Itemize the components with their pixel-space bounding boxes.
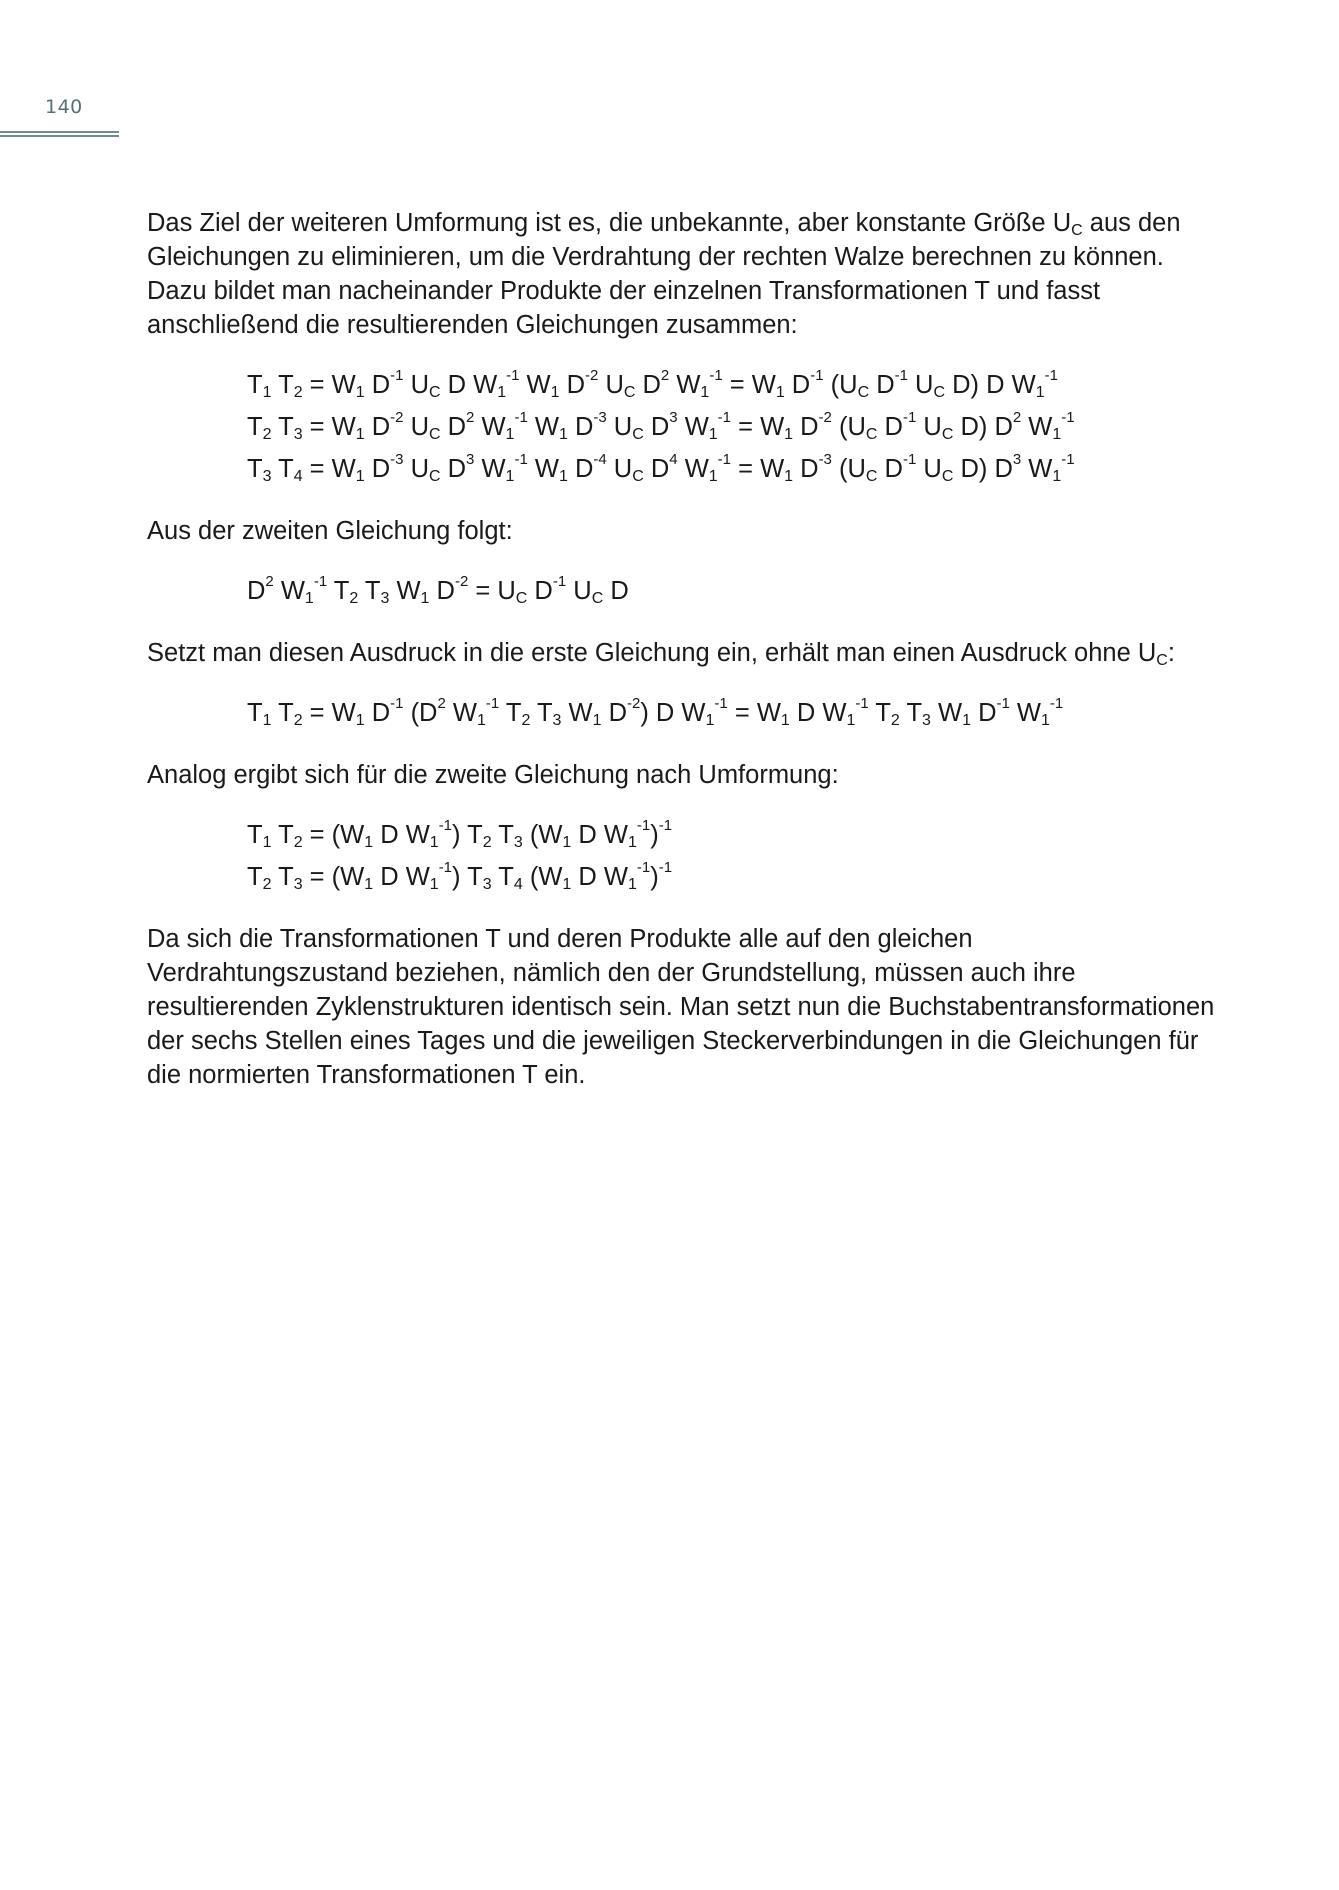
subscript: 1: [1035, 384, 1045, 401]
equation-term: $U_C$: [606, 455, 644, 485]
equation-term: $U_C$: [907, 371, 946, 401]
superscript: -1: [855, 695, 869, 712]
equation-term: $T_2$: [271, 371, 303, 401]
equation-term: $D^{-1}$: [877, 451, 917, 483]
equation-term: $W_1^{-1}$: [669, 367, 723, 401]
subscript: 3: [922, 712, 931, 729]
subscript: 1: [364, 876, 374, 893]
subscript: 1: [355, 712, 365, 729]
equation-term: $T_2$: [327, 577, 359, 607]
superscript: -1: [717, 409, 732, 426]
subscript: C: [865, 468, 878, 485]
equation-term: $W_1^{-1}$: [474, 409, 528, 443]
equation-term: D $W_1^{-1}$: [789, 695, 869, 729]
superscript: -2: [627, 695, 641, 712]
equation-term: )$^{-1}$: [650, 817, 673, 849]
superscript: 2: [466, 409, 475, 426]
equation-term: $T_4$: [491, 863, 523, 893]
equation-term: $W_1$: [527, 455, 568, 485]
equation-term: $D^{-1}$: [364, 695, 404, 727]
equation-term: D $W_1^{-1}$: [571, 817, 651, 851]
equation-term: $T_2$: [271, 821, 303, 851]
subscript: 1: [558, 468, 568, 485]
page-number: 140: [45, 96, 83, 118]
subscript: 1: [562, 834, 572, 851]
equation-term: = $W_1$: [727, 699, 790, 729]
equation: [247, 814, 1217, 856]
subscript: 2: [293, 834, 303, 851]
superscript: -1: [894, 367, 908, 384]
subscript: 1: [592, 712, 602, 729]
equation-term: $T_3$: [271, 863, 303, 893]
subscript: C: [1156, 652, 1168, 669]
subscript: 1: [558, 426, 568, 443]
equation-block: [247, 570, 1217, 612]
superscript: 2: [660, 367, 670, 384]
equation-block: [247, 364, 1217, 490]
superscript: -1: [1061, 451, 1075, 468]
subscript: 2: [521, 712, 531, 729]
subscript: C: [1071, 222, 1083, 239]
equation-term: $T_2$: [271, 699, 303, 729]
equation-term: $D^{-2}$: [793, 409, 832, 441]
subscript: C: [632, 468, 644, 485]
subscript: 1: [627, 876, 637, 893]
equation-term: $W_1^{-1}$: [474, 451, 528, 485]
superscript: -1: [658, 859, 673, 876]
subscript: 3: [552, 712, 562, 729]
superscript: -2: [818, 409, 832, 426]
equation-term: D $W_1^{-1}$: [571, 859, 651, 893]
subscript: C: [591, 590, 604, 607]
equation-term: ) D $W_1^{-1}$: [640, 695, 728, 729]
subscript: 1: [784, 426, 794, 443]
subscript: 1: [846, 712, 856, 729]
equation-term: $W_1$: [527, 413, 568, 443]
superscript: -1: [1044, 367, 1058, 384]
subscript: 3: [380, 590, 390, 607]
equation-term: $U_C$: [403, 413, 441, 443]
equation-term: $T_1$: [247, 699, 272, 729]
superscript: 2: [265, 573, 274, 590]
equation-term: $D^{-1}$: [784, 367, 824, 399]
equation-term: $W_1$: [519, 371, 560, 401]
superscript: 4: [669, 451, 678, 468]
superscript: -1: [390, 367, 404, 384]
subscript: 1: [262, 834, 272, 851]
subscript: C: [941, 426, 954, 443]
superscript: -1: [514, 451, 528, 468]
subscript: 4: [513, 876, 523, 893]
superscript: -1: [552, 573, 567, 590]
equation: [247, 570, 1217, 612]
subscript: 2: [293, 384, 303, 401]
equation-term: $T_1$: [247, 821, 272, 851]
subscript: C: [428, 426, 441, 443]
subscript: C: [428, 384, 441, 401]
equation-term: = ($W_1$: [302, 821, 374, 851]
equation-term: $U_C$: [916, 413, 954, 443]
equation-term: ) $T_2$: [452, 821, 492, 851]
subscript: C: [623, 384, 636, 401]
equation-term: $T_3$: [491, 821, 523, 851]
subscript: 1: [505, 468, 515, 485]
equation-term: $D^{-1}$: [364, 367, 404, 399]
equation: [247, 856, 1217, 898]
superscript: 3: [1012, 451, 1022, 468]
equation-block: [247, 692, 1217, 734]
equation-term: ($U_C$: [823, 371, 870, 401]
superscript: -1: [390, 695, 404, 712]
equation-term: $U_C$: [566, 577, 604, 607]
equation-term: $T_2$: [868, 699, 900, 729]
subscript: 1: [780, 712, 790, 729]
equation-term: $T_3$: [271, 413, 303, 443]
subscript: 3: [513, 834, 523, 851]
superscript: -1: [636, 859, 651, 876]
subscript: 3: [482, 876, 492, 893]
paragraph: [147, 206, 1217, 342]
subscript: C: [632, 426, 644, 443]
paragraph-text: Das Ziel der weiteren Umformung ist es, die unbekannte, aber konstante Größe U: [147, 209, 1072, 237]
page-content: [147, 206, 1217, 1092]
paragraph-text: Setzt man diesen Ausdruck in die erste Gleichung ein, erhält man einen Ausdruck ohne U: [147, 639, 1157, 667]
equation-term: = ($W_1$: [302, 863, 374, 893]
equation-term: $D^{-4}$: [567, 451, 607, 483]
paragraph: Aus der zweiten Gleichung folgt:: [147, 517, 513, 545]
equation-term: $D^2$: [247, 573, 274, 605]
subscript: 1: [355, 426, 365, 443]
subscript: 1: [429, 834, 439, 851]
equation-term: $U_C$: [916, 455, 954, 485]
equation-term: D) D $W_1^{-1}$: [945, 367, 1058, 401]
superscript: -1: [514, 409, 528, 426]
equation-term: = $U_C$: [468, 577, 528, 607]
equation-term: $T_2$: [499, 699, 531, 729]
subscript: 2: [349, 590, 359, 607]
equation-term: $W_1^{-1}$: [677, 409, 732, 443]
equation-term: $D^{-1}$: [971, 695, 1010, 727]
superscript: -2: [585, 367, 599, 384]
superscript: 3: [466, 451, 475, 468]
equation: [247, 406, 1217, 448]
subscript: 1: [708, 426, 718, 443]
equation-term: $W_1^{-1}$: [677, 451, 732, 485]
paragraph: Analog ergibt sich für die zweite Gleichung nach Umformung:: [147, 761, 839, 789]
superscript: -4: [593, 451, 607, 468]
subscript: C: [428, 468, 441, 485]
superscript: -1: [714, 695, 728, 712]
subscript: 1: [355, 384, 365, 401]
equation-term: $W_1$: [389, 577, 430, 607]
subscript: 1: [627, 834, 637, 851]
superscript: -1: [658, 817, 673, 834]
superscript: -1: [709, 367, 723, 384]
superscript: 2: [437, 695, 446, 712]
equation-term: ) $T_3$: [452, 863, 492, 893]
subscript: 4: [293, 468, 303, 485]
subscript: 1: [497, 384, 507, 401]
subscript: 1: [705, 712, 715, 729]
subscript: 2: [890, 712, 900, 729]
superscript: -3: [818, 451, 832, 468]
equation-term: $W_1^{-1}$: [445, 695, 500, 729]
subscript: 1: [784, 468, 794, 485]
equation-term: $T_1$: [247, 371, 272, 401]
superscript: -2: [454, 573, 469, 590]
superscript: -1: [1061, 409, 1075, 426]
equation: [247, 692, 1217, 734]
paragraph: Da sich die Transformationen T und deren Produkte alle auf den gleichen Verdrahtungszustand beziehen, nämlich den der Grundstellung, müssen auch ihre resultierenden Zyklenstrukturen identisch sein. Man setzt nun die Buchstabentransformationen der sechs Stellen eines Tages und die jeweiligen Steckerverbindungen in die Gleichungen für die normierten Transformationen T ein.: [147, 925, 1215, 1089]
subscript: 1: [505, 426, 515, 443]
superscript: 2: [1012, 409, 1022, 426]
subscript: 1: [355, 468, 365, 485]
subscript: 1: [476, 712, 486, 729]
equation-term: D $W_1^{-1}$: [373, 859, 453, 893]
subscript: C: [865, 426, 878, 443]
equation: [247, 448, 1217, 490]
equation-term: ($U_C$: [831, 413, 878, 443]
subscript: C: [933, 384, 946, 401]
superscript: -2: [390, 409, 404, 426]
subscript: 1: [962, 712, 971, 729]
equation-term: $T_4$: [271, 455, 303, 485]
equation-term: $D^3$: [440, 451, 475, 483]
equation-term: $T_2$: [247, 863, 272, 893]
subscript: 1: [775, 384, 785, 401]
equation-term: = $W_1$: [302, 371, 365, 401]
equation-term: ($D^2$: [403, 695, 446, 727]
subscript: 1: [708, 468, 718, 485]
equation-term: $D^2$: [635, 367, 670, 399]
equation-term: $U_C$: [403, 455, 441, 485]
equation-term: $T_3$: [899, 699, 931, 729]
superscript: -1: [438, 859, 453, 876]
equation-block: [247, 814, 1217, 898]
superscript: -1: [717, 451, 732, 468]
subscript: 2: [262, 426, 272, 443]
equation-term: $W_1^{-1}$: [1009, 695, 1064, 729]
equation-term: $D^{-2}$: [429, 573, 469, 605]
equation-term: = $W_1$: [731, 455, 794, 485]
equation-term: ($W_1$: [522, 821, 572, 851]
superscript: -3: [390, 451, 404, 468]
equation-term: $W_1^{-1}$: [273, 573, 328, 607]
superscript: -1: [996, 695, 1010, 712]
subscript: 2: [482, 834, 492, 851]
superscript: -1: [902, 409, 917, 426]
equation-term: $D^{-3}$: [364, 451, 404, 483]
subscript: 2: [293, 712, 303, 729]
equation-term: $D^{-3}$: [793, 451, 832, 483]
superscript: 3: [669, 409, 678, 426]
superscript: -1: [902, 451, 917, 468]
equation-term: $T_3$: [530, 699, 562, 729]
subscript: C: [515, 590, 528, 607]
equation-term: ($W_1$: [522, 863, 572, 893]
equation-term: = $W_1$: [302, 455, 365, 485]
equation-term: $W_1^{-1}$: [1021, 409, 1075, 443]
equation-term: $W_1$: [561, 699, 602, 729]
equation-term: $D^{-1}$: [527, 573, 567, 605]
equation-term: D $W_1^{-1}$: [440, 367, 520, 401]
equation-term: $T_3$: [247, 455, 272, 485]
subscript: 1: [550, 384, 560, 401]
header-rule: [0, 135, 119, 137]
equation-term: = $W_1$: [302, 699, 365, 729]
equation-term: )$^{-1}$: [650, 859, 673, 891]
equation-term: D) $D^2$: [953, 409, 1022, 441]
equation-term: $T_3$: [358, 577, 390, 607]
equation-term: = $W_1$: [722, 371, 785, 401]
superscript: -1: [636, 817, 651, 834]
subscript: C: [857, 384, 870, 401]
equation-term: $W_1^{-1}$: [1021, 451, 1075, 485]
equation-term: $T_2$: [247, 413, 272, 443]
superscript: -1: [506, 367, 520, 384]
superscript: -1: [313, 573, 328, 590]
subscript: 1: [262, 384, 272, 401]
subscript: 1: [1041, 712, 1050, 729]
superscript: -1: [810, 367, 824, 384]
equation-term: $U_C$: [598, 371, 636, 401]
subscript: 2: [262, 876, 272, 893]
equation-term: = $W_1$: [302, 413, 365, 443]
subscript: 3: [293, 876, 303, 893]
superscript: -1: [438, 817, 453, 834]
paragraph-text: aus den Gleichungen zu eliminieren, um die Verdrahtung der rechten Walze berechnen zu können. Dazu bildet man nacheinander Produkte der einzelnen Transformationen T und fasst anschließend die resultierenden Gleichungen zusammen:: [147, 209, 1181, 339]
equation-term: $D^{-3}$: [567, 409, 607, 441]
equation-term: $D^{-2}$: [601, 695, 641, 727]
subscript: 1: [304, 590, 314, 607]
paragraph: [147, 636, 1217, 670]
subscript: 1: [420, 590, 430, 607]
subscript: 1: [1052, 426, 1062, 443]
subscript: 1: [700, 384, 710, 401]
superscript: -1: [1049, 695, 1064, 712]
subscript: 1: [1052, 468, 1062, 485]
superscript: -3: [593, 409, 607, 426]
equation-term: $D^{-2}$: [559, 367, 599, 399]
equation-term: ($U_C$: [831, 455, 878, 485]
paragraph-text: :: [1167, 639, 1175, 667]
equation-term: D) $D^3$: [953, 451, 1022, 483]
superscript: -1: [485, 695, 500, 712]
equation-term: $D^4$: [643, 451, 678, 483]
equation-term: D $W_1^{-1}$: [373, 817, 453, 851]
equation-term: = $W_1$: [731, 413, 794, 443]
equation-term: $W_1$: [930, 699, 971, 729]
equation-term: $D^{-1}$: [877, 409, 917, 441]
subscript: 3: [262, 468, 272, 485]
subscript: 1: [262, 712, 272, 729]
subscript: 1: [562, 876, 572, 893]
equation-term: D: [603, 577, 629, 605]
subscript: 1: [364, 834, 374, 851]
subscript: C: [941, 468, 954, 485]
equation-term: $D^{-1}$: [869, 367, 908, 399]
equation: [247, 364, 1217, 406]
equation-term: $U_C$: [403, 371, 441, 401]
subscript: 1: [429, 876, 439, 893]
equation-term: $D^3$: [643, 409, 678, 441]
header-rule: [0, 131, 119, 133]
equation-term: $D^{-2}$: [364, 409, 404, 441]
equation-term: $U_C$: [606, 413, 644, 443]
subscript: 3: [293, 426, 303, 443]
equation-term: $D^2$: [440, 409, 475, 441]
